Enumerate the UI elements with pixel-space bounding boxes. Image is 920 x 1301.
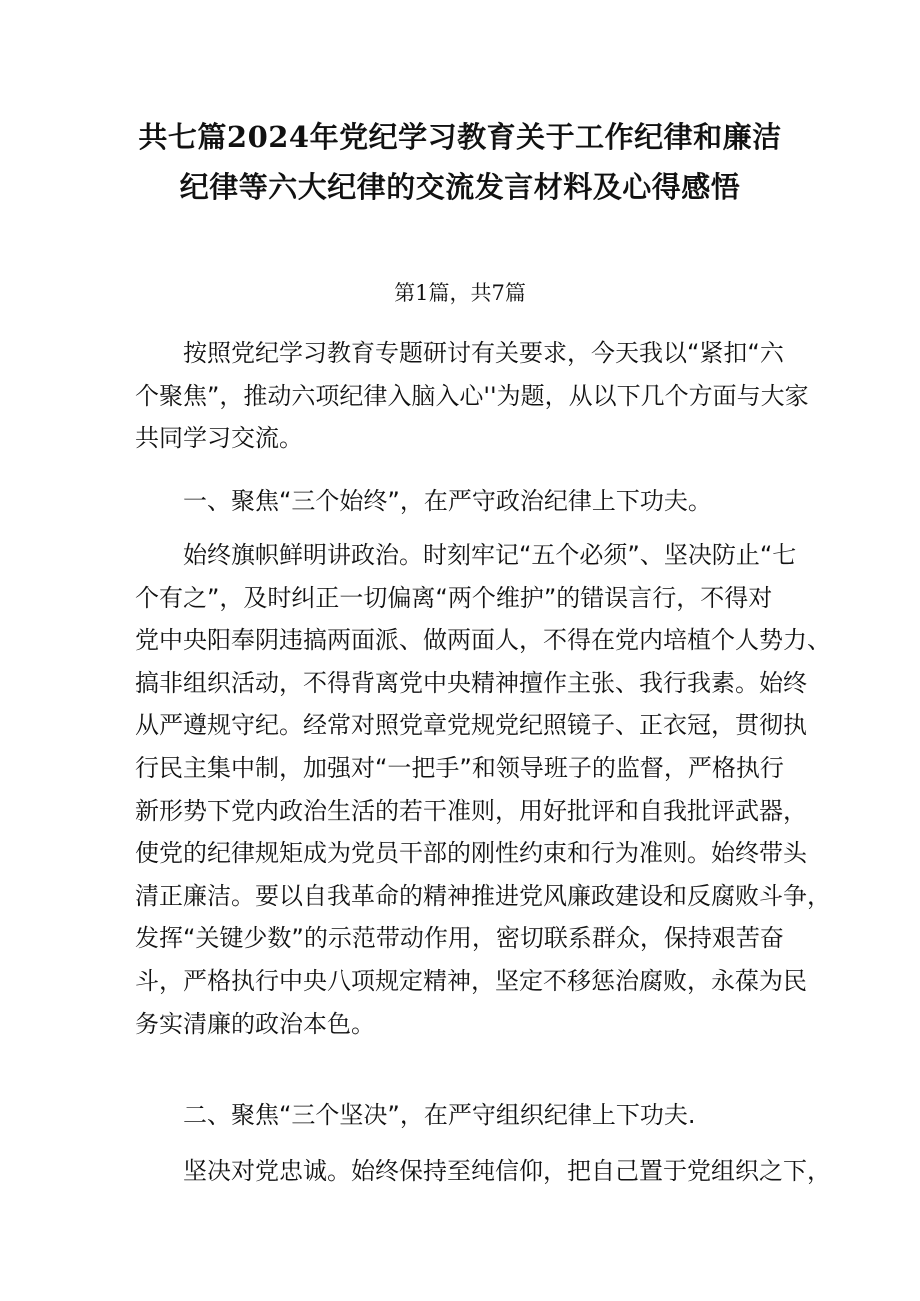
section-heading-two: 二、聚焦“三个坚决”，在严守组织纪律上下功夫. bbox=[183, 1101, 696, 1129]
section-heading-one: 一、聚焦“三个始终”，在严守政治纪律上下功夫。 bbox=[183, 487, 712, 515]
intro-line: 按照党纪学习教育专题研讨有关要求，今天我以“紧扣“六 bbox=[183, 339, 784, 367]
document-title-line-2: 纪律等六大纪律的交流发言材料及心得感悟 bbox=[179, 170, 741, 204]
paragraph-line: 清正廉洁。要以自我革命的精神推进党风廉政建设和反腐败斗争， bbox=[135, 881, 831, 910]
paragraph-line: 搞非组织活动，不得背离党中央精神擅作主张、我行我素。始终 bbox=[135, 668, 807, 697]
section-one-paragraph bbox=[135, 534, 831, 1045]
paragraph-line: 斗，严格执行中央八项规定精神，坚定不移惩治腐败，永葆为民 bbox=[135, 966, 807, 995]
paragraph-line: 使党的纪律规矩成为党员干部的刚性约束和行为准则。始终带头 bbox=[135, 839, 807, 868]
paragraph-line: 坚决对党忠诚。始终保持至纯信仰，把自己置于党组织之下， bbox=[183, 1157, 831, 1185]
paragraph-line: 行民主集中制，加强对“一把手”和领导班子的监督，严格执行 bbox=[135, 753, 784, 782]
intro-line: 共同学习交流。 bbox=[135, 424, 303, 453]
document-title-line-1: 共七篇2024年党纪学习教育关于工作纪律和廉洁 bbox=[138, 120, 782, 154]
paragraph-line: 新形势下党内政治生活的若干准则，用好批评和自我批评武器， bbox=[135, 796, 807, 825]
paragraph-line: 个有之”，及时纠正一切偏离“两个维护”的错误言行，不得对 bbox=[135, 583, 773, 612]
paragraph-line: 党中央阳奉阴违搞两面派、做两面人，不得在党内培植个人势力、 bbox=[135, 626, 831, 655]
section-marker: 第1篇，共7篇 bbox=[394, 281, 526, 305]
paragraph-line: 始终旗帜鲜明讲政治。时刻牢记“五个必须”、坚决防止“七 bbox=[183, 541, 797, 569]
paragraph-line: 务实清廉的政治本色。 bbox=[135, 1009, 375, 1038]
paragraph-line: 发挥“关键少数”的示范带动作用，密切联系群众，保持艰苦奋 bbox=[135, 924, 784, 953]
intro-line: 个聚焦”，推动六项纪律入脑入心''为题，从以下几个方面与大家 bbox=[135, 381, 809, 410]
intro-paragraph bbox=[135, 332, 809, 460]
section-two-paragraph bbox=[135, 1150, 831, 1193]
paragraph-line: 从严遵规守纪。经常对照党章党规党纪照镜子、正衣冠，贯彻执 bbox=[135, 711, 807, 740]
